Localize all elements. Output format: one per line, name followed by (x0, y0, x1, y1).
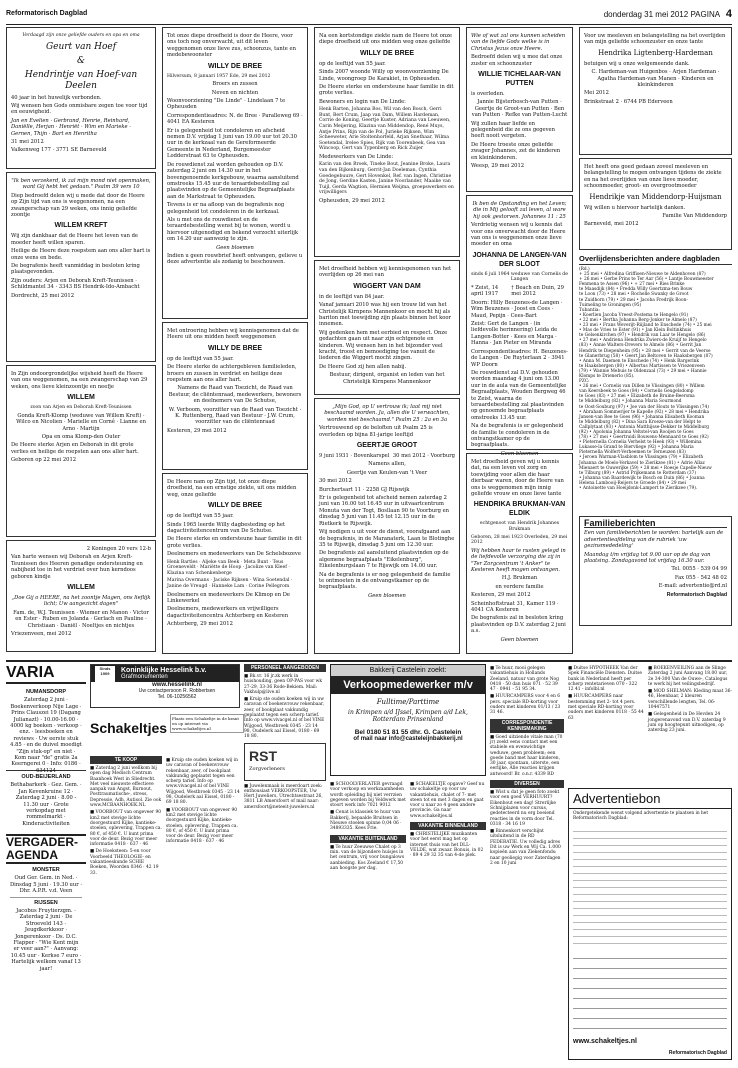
obituary-line: Klomps te Drienerlo (85). (579, 373, 635, 379)
column-4 (466, 27, 573, 654)
body-text: De Heere sterke Arjen en Deborah in dit grote verlies en heilige de roepsten aan ons aller hart. (11, 442, 139, 455)
family-list: Jan en Evelien · Gerbrand, Henrie, Reinhard, Daniëlle, Herjan · Henriët · Wim en Marieke · Gernen, Thijn · Bart en Henritha (11, 117, 131, 137)
body-text: Na de begrafenis is er gelegenheid de familie te condoleren in de ontvangstkamer op de begraafplaats. (471, 423, 564, 449)
body-text: Bedroefd delen wij u mee dat onze zuster en schoonzuster (471, 54, 563, 67)
body-text: Met droefheid geven wij u kennis dat, na een leven vol zorg en toewijding voor allen die haar dierbaar waren, door de Heere van ons is weggenomen mijn innig geliefde vrouw en onze lieve tante (471, 459, 564, 498)
address-fields-input[interactable] (573, 949, 727, 1029)
since-text: Sinds 1909 (99, 666, 111, 676)
correspondence-text: Correspondentieadres: N. de Bree · Paralleweg 69 · 4041 EA Kesteren (167, 112, 303, 126)
obituary-line: Callplytaat (93) • Antonia Matthijsse-Dekker te Middelburg (579, 424, 710, 430)
obituary-line: + 25 mei • Alfredina Griffioen-Nieuwe te Aldenhoven (87) (579, 272, 706, 278)
signature-text: Bestuur, dirigent, organist en leden van het Christelijk Kirnpens Mannenkoor (329, 372, 445, 385)
body-text: Als u met ons de rouwdienst en de teraardebestelling wenst bij te wonen, wordt u hiervoor uitgenodigd en bekend verzocht uiterlijk om 14.20 uur aanwezig te zijn. (167, 216, 299, 243)
hesselink-logo-icon (95, 666, 115, 686)
date-text: Kesteren, 29 mei 2012 (167, 427, 227, 434)
classifieds-col-e (490, 664, 564, 1062)
sub-text: zoon van Arjen en Deborah Kreft-Teunissen (30, 405, 132, 411)
announcement-willem-family (6, 365, 156, 537)
announcement-willem-kreft (6, 172, 156, 362)
address-text: Brinkstraat 2 · 6744 PB Ederveen (584, 98, 673, 105)
classified-ad: ■ Kruip ste ouden koeken wij in uw caravan of boekenvrouw rekenbaar, zeer, of bookplaat vakkundig geplaatst tegen een scherp tarief. Info op www.vivacgel.nl of bel VINE Wijgood, Westbroek 0345 · 23 14 98, Oudelerk aal Eissel, 0180 - 69 18 80. (244, 697, 325, 740)
body-text: De Heere God zij hen allen nabij. (319, 363, 407, 370)
intro-text: Verdaagd zijn onze geliefde ouders en opa en oma (22, 33, 140, 38)
obituary-line: te Loon (73) • 28 mei • Rochelle Swanky de Groot (579, 292, 689, 298)
deceased-name: WIGGERT VAN DAM (353, 282, 421, 290)
advertentiebon-title: Advertentiebon (569, 789, 731, 809)
body-text: Medewerkers van De Linde: (319, 154, 394, 160)
staff-list: Karin van den Broek, Tineke Bout, Jeanine Broke, Laura van den Bijkenburg, Gerrit-Jan Doeleman, Cynthia Goedegebuure, Gert Hovenkel, Ref. van Ingen, Christine de Jong, Gerdine Kasten, Janine Noorlander, Maaike van Tuijl, Gerda Wagtion, Hermien Weijma, groepswerkers en vrijwilligers (319, 162, 454, 196)
obituary-line: Mienaert te Ouwerijke (59) • 28 mei • Roesje Capelle-Nieuw (579, 465, 712, 471)
born-text: * Zeist, 14 april 1917 (471, 285, 499, 298)
deceased-name: Hendrika Ligtenberg-Hardeman (598, 48, 713, 57)
dates-row (471, 285, 568, 298)
scripture-reference: 2 Koningen 20 vers 12-b (86, 546, 151, 552)
body-text: Er is gelegenheid tot afscheid nemen zaterdag 2 juni van 16.00 tot 16.45 uur in uitvaartcentrum Monuta van der Togt, Bosllaan 90 te Voorburg en dinsdag 5 juni van 11.45 tot 12.15 uur in de Rietkerk te Rijswijk. (319, 495, 450, 527)
classified-ad: ■ Duitse HYPOTHEEK Van der Spek Financiële Diensten. Duitse bank in Nederland heeft per scherp rentetarieven 070 - 322 12 41 - infolbl.nl (568, 666, 643, 693)
classified-ad: ■ Juwelenmaak is meerdoart zoek: enthousiast VERKOOPSTER, Uw Hert Juweliers, Utrechtsestraat 26, 3811 LB Amersfoort of mail naar: amersfoort@neteeit-juwelers.nl (244, 783, 323, 810)
announcement-willy-de-bree-linde (314, 27, 460, 257)
staff-list: Marina Overmans · Jaciske Rijksen · Wina Soetendal · Janine de Vreugd · Hanneke Lam · Corine Pellegrom (167, 578, 293, 590)
obituary-line: Lukasse-la Grand te Biervliege (92) • Johanna Maria (579, 445, 694, 451)
body-text: De Heere nam op Zijn tijd, tot onze diepe droefheid, na een ernstige ziekte, uit ons midden weg, onze geliefde (167, 479, 297, 498)
body-text: Na de begrafenis is er nog gelegenheid de familie te ontmoeten in de ontvangstkamer op de begraafplaats. (319, 571, 451, 591)
obituary-line: Tuimeling te Groningen (95) (579, 302, 642, 308)
obituary-line: te Haaksbergen (80) • Albertus Martissen te Vriezenveen (579, 363, 705, 369)
classified-ad: ■ MOD SHELMAN: Kleding maat 36-46, Heenbaar, 2 kleuren verschillende lengten, Tel. 06-10447571 (648, 689, 732, 711)
signature-text: en verdere familie (495, 583, 544, 590)
obituary-line: • Pieternella Cornelia Verhelst te Heek (93) • Willemina (579, 440, 702, 446)
classifieds-col-varia (6, 664, 86, 1062)
obituary-line: (79) • Wannie Mebuis te Oldenzaal (73) • 29 mei • Hannie (579, 368, 707, 374)
ad-place: NUMANSDORP (25, 689, 67, 695)
deceased-name: WILLY DE BREE (207, 344, 263, 352)
diversen-heading: DIVERSEN (490, 780, 564, 788)
family-list: Opa en oma Klomp-den Outer (41, 434, 121, 441)
quote-text: Wie of wat zal ons kunnen scheiden van de liefde Gods welke is in Christus Jezus onze Heere. (471, 33, 566, 52)
page-date (604, 8, 732, 20)
castelein-email: of mail naar info@casteleijnbakkerij.nl (353, 736, 463, 742)
body-text: betuigen wij u onze welgemeende dank. (584, 60, 690, 67)
obituary-line: Helena Lambooij-Reijers te Groede (84) • 29 mei (579, 480, 686, 486)
quote-text: Ik ben de Opstanding en het Leven; die in Mij gelooft zal leven, al ware hij ook gestorven. Johannes 11 : 25 (472, 201, 567, 220)
thanks-ligtenberg (579, 27, 732, 155)
castelein-sub: Fulltime/Parttime (376, 698, 440, 706)
date-text: Weesp, 29 mei 2012 (471, 163, 525, 170)
castelein-ad (330, 664, 486, 776)
castelein-locations: in Krimpen a/d IJssel, Krimpen a/d Lek, Rotterdam Prinsenland (348, 709, 468, 723)
family-notices-box (579, 516, 732, 626)
age-text: in de leeftijd van 84 jaar. (319, 293, 385, 300)
body-text: Wij zijn dankbaar dat de Heere het leven van de moeder heeft willen sparen. (11, 233, 138, 246)
classified-ad: ■ Binnenkort verschijnt uitsluitend in de RD FEDERATIE. Uw volledig adres Dit is uw Werk en Wij Ca. 1.000 kopieën aan van Ziekenfonds: naar geoliegig voor Zaterdagen 2 en 10 juni (490, 829, 561, 866)
born-text: 9 juni 1931 · Bovenkarspel (319, 453, 390, 460)
family-list: Doorn: Hilly Beuzenes-de Langen · Wim Beuzenes · Joost en Cees · Maud, Pepijn · Cees-Bart (471, 299, 563, 319)
classifieds-col-g (648, 664, 732, 784)
classifieds-col-f (568, 664, 644, 784)
body-text: Verdrietig wensen wij u kennis dat voor ons onverwacht door de Heere van ons is weggenomen onze lieve moeder en oma (471, 222, 566, 248)
classified-ad: ■ Bk.vr. 16 jr.zk werk in huishouding, geen OP-PAS voor wk 27-29, 33-36 Rode-Bekiem. Mail: Vakhulp@live.nl (244, 674, 323, 695)
classified-ad: ■ CHRISTELIJKE muzikanten voor het eerst mag het op internet thuis van het DLL-VELDE, wat zwaar. Bonuis, in 02 · 89 4 29 32 35 van 4-de plek. (410, 832, 484, 859)
classified-ad: ■ HUURCAMPERS naar bestemming met 2- tot 4 pers. met speciale RD-korting voor ouders met kinderen 0118 · 55 44 63 (568, 694, 644, 721)
family-list: Gonda Kreft-Klomp (weduwe van Willem Kreft) · Wilco en Nicolien · Marielle en Cornê · Lianne en Arno · Martijn (16, 412, 146, 432)
advertentiebon-intro: Ondergetekende wenst volgend advertentie te plaatsen in het Reformatorisch Dagblad: (573, 811, 709, 821)
no-flowers-text: Geen bloemen (368, 592, 406, 599)
body-text: Wij nodigen u uit voor de dienst, voorafgaand aan de begrafenis, in de Maranaterk, Laan te Blotinghe 35 te Rijswijk, dinsdag 5 juni om 12.30 uur. (319, 529, 455, 548)
obituary-lines (579, 272, 732, 491)
agenda-place: MONSTER (32, 867, 60, 873)
schakeltjes-logo: Schakeltjes (90, 720, 168, 736)
rd-logo: Reformatorisch Dagblad (666, 591, 727, 598)
obituary-line: • 26 mei • Cornelis van Dillen te Vlissingen (80) • Willem (579, 384, 705, 390)
hesselink-web[interactable]: www.hesselink.nl (152, 682, 202, 688)
te-koop-heading: TE KOOP (90, 756, 162, 764)
obituary-line: • Antoinette van Hoeijdonk-Lampert te Zierikzee (79). (579, 486, 698, 492)
deceased-name: GEERTJE GROOT (356, 442, 418, 450)
address-text: Burchertsart 11 · 2258 GJ Rijswijk (319, 486, 410, 493)
personeel-heading: PERSONEEL AANGEBODEN (244, 664, 326, 672)
body-text: De begrafenis heeft vanmiddag in besloten kring plaatsgevonden. (11, 263, 140, 276)
date-text: Dordrecht, 25 mei 2012 (11, 292, 75, 299)
email-text: E-mail: advertentie@rd.nl (658, 583, 727, 590)
obituary-line: • Johanna van Baardewijk te Bosch en Duin (86) • Joanna (579, 475, 705, 481)
classified-ad: ■ Cenat is klassiek te huur van Bakkerij, bepaalde Bruitsen in Nieuwe stoelen spinne 0,04 06 · 34893335. Kees Frie. (330, 810, 402, 832)
hesselink-ad (90, 664, 240, 708)
body-text: Er is gelegenheid tot condoleren en afscheid nemen D.V. vrijdag 1 juni van 19.00 uur tot 20.30 uur in de kerkzaal van de Gereformeerde Gemeente in Nederland, Burgemeester Lodderstraat 63 te Opheusden. (167, 127, 297, 160)
thanks-middendorp (579, 158, 732, 250)
body-text: Wij gedenken hem met eerbied en respect. Onze gedachten gaan uit naar zijn echtgenote en kinderen. Wij wensen hen in het bijzonder veel kracht, troost en bemoediging toe vanuit de liederen die Wiggert mocht zingen. (319, 329, 448, 362)
announcement-willem-condolence (6, 540, 156, 652)
body-text: Met droefheid hebben wij kennisgenomen van het overlijden op 26 mei van (319, 266, 452, 279)
announcement-wiggert-van-dam (314, 260, 460, 395)
advertentiebon-form (568, 788, 732, 1060)
announcement-willy-de-bree-colleagues (162, 473, 308, 654)
no-flowers-text: Geen bloemen (500, 636, 539, 643)
date-text: Opheusden, 29 mei 2012 (319, 197, 385, 204)
body-text: De Heere troeste onze geliefde zwager Johannes, zet de kinderen en kleinkinderen. (471, 141, 561, 161)
obituary-line: te Middelburg (82) • Johanna Maria Sourmond (579, 399, 682, 405)
family-text: Neven en nichten (211, 89, 259, 96)
obituary-line: • 22 mei • Bertha Johanna Berg-Jonker te Almelo (87) (579, 317, 697, 323)
agenda-item: Jacobus Fruytierzgm. · Zaterdag 2 juni · De Stroeveld 143 · Jeugdkerkkoor · Jongerenkoor · Ds. D.C. Flapper · "Wie Kent mijn er veer aan?" · Aanvang: 10.45 uur · Kerkse 7 euro · Hartelijk welkom vanaf 13 jaar! (10, 908, 82, 972)
dates-row (319, 453, 455, 459)
classifieds-section (6, 660, 732, 1064)
deceased-name: WILLIE TICHELAAR-VAN PUTTEN (478, 71, 561, 88)
obituary-line: te Middelburg (82) • Dina Sara Kroeze-van der Helpt te (579, 419, 701, 425)
deceased-name: Hendrikje van Middendorp-Huijsman (589, 192, 722, 201)
body-text: Indien u geen rouwbrief heeft ontvangen, gelieve u deze advertentie als zodanig te beschouwen. (167, 252, 303, 266)
announcement-geertje-groot (314, 398, 460, 654)
sub-text: echtgenoot van Hendrik Johannes Brukman (479, 521, 560, 533)
body-text: In Zijn ondoorgrondelijke wijsheid heeft de Heere van ons weggenomen, na een zwangerschap van 29 weken, ons lieve kleinzoontje en neefje (11, 371, 148, 390)
body-text: Wij wensen hen Gods onmisbare zegen toe voor tijd en eeuwigheid. (11, 103, 148, 116)
schakeltjes-text: Plaats een Schakeltje in de krant en op internet via www.schakeltjes.nl (170, 714, 244, 733)
classified-ad: ■ SCHOOLVERLATER gevraagd voor verkoop en werkzaamheden wordt opleiding bij niet verrzien gegeven worden bij Veldwerk met stoort werk info 7021 9012 (330, 782, 406, 809)
deceased-name: WILLY DE BREE (359, 49, 415, 57)
obituary-line: Fenmena te Assen (96) • + 27 mei • Ries Brinke (579, 282, 685, 288)
obituary-line: (83) • Annie Walters-Drevers te Almelo (86) • Gerrit Jan (579, 343, 702, 349)
date-text: Geboren op 22 mei 2012 (11, 457, 77, 464)
deceased-name: WILLY DE BREE (207, 62, 263, 70)
deceased-name: HENDRIKA BRUKMAN-VAN ELDIK (473, 501, 566, 518)
classified-ad: ■ BOEKENVEILING aan de Slinge Zaterdag 2 juni Aanvang 18.00 uur, 2e 34-300 Van de Ouwe-, Catalogus te werk bij het veilingsbedrijf. (648, 666, 728, 687)
schakeltjes-web-link[interactable]: www.schakeltjes.nl (573, 1038, 637, 1045)
age-text: op de leeftijd van 55 jaar. (319, 60, 386, 67)
body-text: Tevens is er na afloop van de begrafenis nog gelegenheid tot condoleren in de kerkzaal. (167, 202, 285, 215)
date-text: Barneveld, mei 2012 (584, 221, 639, 228)
page-header (6, 6, 732, 25)
date-text: Vriezenveen, mei 2012 (11, 631, 72, 638)
page-label: PAGINA (690, 10, 720, 19)
date-text: 30 mei 2012 (319, 478, 352, 485)
age-text: op de leeftijd van 55 jaar. (167, 355, 234, 362)
body-text: De Heere sterke de achtergebleven familieleden, broers en zussen in verdriet en heilige deze roepstem aan ons aller hart. (167, 364, 297, 384)
obituary-line: Johanna de Moelo-Verkavel te Zierikzee (81) • Adrie Allaz (579, 460, 705, 466)
oud-beijerland-ad (6, 770, 86, 832)
agenda-place: RIJSSEN (34, 899, 58, 906)
body-text: De Heere sterke en ondersteune haar familie in dit grote verlies. (319, 84, 454, 97)
classifieds-col-personeel (244, 664, 326, 1062)
hesselink-contact: Uw contactpersoon R. Robbertsen (138, 688, 216, 694)
hesselink-sub: Grafmonumenten (121, 674, 168, 680)
obituary-line: • Koerlien Jacoba Vreest-Postema te Hengelo (91) (579, 312, 689, 318)
obituary-line: te Tilburg (89) • Astrid Prijkemann te Rotterdam (37) (579, 470, 697, 476)
castelein-phone: Bel 0180 51 81 55 dhr. G. Castelein (354, 729, 462, 736)
classified-ad: ■ De Hoeksteen: 5-en voor Voorbeeld THEOLOGIE- en vakantieeskunde SCHIE Boeken, Woorden 0346 · 42 19 33. (90, 849, 159, 876)
classified-ad: ■ VOORBOUT van ongeveer 90 km2 met stevige lichte doorgestuurd Kijke, kantieke-stoelen, oplevering, Trappen ca. 80 €, of 450 €. U kunt prima voor de deur. Bezig voor meer informatie 0418 · 637 · 46 (166, 807, 238, 845)
body-text: Deelnemers, medewerkers en vrijwilligers dagactiviteitencentra Achterberg en Kesteren (167, 606, 289, 619)
announcement-willie-tichelaar (466, 27, 573, 192)
quote-text: „Mijn God, op U vertrouw ik; laat mij niet beschaamd worden. Ja, allen die U verwachten, worden niet beschaamd." Psalm 25 : 2a en 3a (324, 404, 450, 423)
date-text: Mei 2012 (584, 90, 609, 97)
rd-logo: Reformatorisch Dagblad (668, 1050, 727, 1056)
varia-ad (6, 686, 86, 774)
announcement-hendrika-brukman (466, 450, 573, 654)
quote-text: „Doe Gij o HEERE, na het zoontje Magen, ons lieflijk licht; Uw aangezicht dagen" (11, 595, 151, 608)
castelein-top: Bakkerij Castelein zoekt: (331, 665, 485, 676)
section-title: Familieberichten (584, 520, 727, 528)
classifieds-col-b (166, 756, 240, 1062)
ad-text: Bethabarkerk · Gez. Gem. · Jan Kevenkruine 12 · Zaterdag 2 juni · 8.00 - 11.30 uur · Grote verkopdag met rommelmarkt · Kinderactiviteiten (10, 782, 82, 827)
family-list: Jannie Bijsterbosch-van Putten · Geertje de Groot-van Putten · Ben van Putten · Refke van Putten-Lucht (471, 99, 568, 119)
classified-ad: ■ Kruip ste ouden koeken wij in uw caravan of boekenvrouw rekenbaar, zeer, of bookplaat vakkundig geplaatst tegen een scherp tarief. Info op www.vivacgel.nl of bel VINE Wijgood, Westbroek 0345 · 23 14 98, Oudelerk aal Eissel, 0180 - 69 18 80. (166, 758, 240, 806)
announcement-anniversary (6, 27, 156, 169)
agenda-item: Oud Ger. Gem. in Ned. · Dinsdag 5 juni · 19.30 uur · Dhr. A.P.R. v.d. Veen (10, 875, 83, 895)
classified-ad: ■ VOORBOUT van ongeveer 90 km2 met stevige lichte doorgestuurd Kijke, kantieke-stoelen, oplevering, Trappen ca. 80 €, of 450 €. U kunt prima voor de deur. Bezig voor meer informatie 0418 · 637 · 46 (90, 810, 162, 848)
died-text: 30 mei 2012 · Voorburg (392, 453, 455, 460)
schakeltjes-ad (90, 712, 240, 752)
obituary-line: • Anna M. Daemen te Enschede (74) • Henk Bargerink (579, 358, 699, 364)
no-flowers-text: Geen bloemen (500, 450, 539, 457)
fax-text: Fax 055 · 542 48 02 (674, 574, 727, 581)
body-text: Maandag t/m vrijdag tot 9.00 uur op de dag van plaatsing. Zondagavond tot vrijdag 16.30 uur. (584, 551, 711, 565)
body-text: Sinds 1965 leerde Willy dagbesteding op het dagactiviteitencentrum van De Schutse. (167, 521, 285, 535)
died-text: † Beach en Duin, 29 mei 2012 (511, 285, 564, 298)
obituary-line: te Zuidhorn (79) • 29 mei • Jacoba Fredrijk Boon- (579, 297, 688, 303)
deceased-name: WILLEM (67, 584, 95, 592)
obituary-line: te Maasdijk (84) • Fredda Willy Goertzma-ten Bouw (579, 287, 693, 293)
classified-ad: ■ SCHAKELTJE opgave? Geef nu uw schakeltje op voor uw vakantiehuis, chalet of 7- met steen tot en met 3 dagen en gaat voor u naar zo 4 geen andere provincie. Ga naar www.schakeltjes.nl (410, 782, 485, 819)
date-text: Kesteren, 29 mei 2012 (471, 592, 531, 599)
family-list: Zeist: Gert de Langen · (in liefdevolle herinnering) Leida de Langen-Botter · Kees en Marga · Hanna · Jan Pieter en Miranda (471, 321, 558, 347)
obituary-line: PZC: (579, 379, 590, 385)
dates-text: Hilversum, 8 januari 1957 Ede, 29 mei 2012 (167, 73, 271, 79)
no-flowers-text: Geen bloemen (216, 244, 254, 251)
body-text: Een van familieberichten te worden: hartelijk aan de advertentieafdeling van de rubriek 'uw gezinsmededeling' (584, 530, 724, 550)
source-label: (Rd.) (579, 267, 590, 272)
obituary-line: Hendrik te Diepenheim (95) • 28 mei • Gerrit van de Veerse (579, 348, 711, 354)
date-text: donderdag 31 mei 2012 (603, 10, 689, 19)
obituary-line: te Gelsenkirchen (97) • Hendrik van Laar te Hengelo (86) (579, 333, 706, 339)
body-text: Het heeft ons goed gedaan zoveel meeleven en belangstelling te mogen ontvangen tijdens de ziekte en na het overlijden van onze lieve moeder, schoonmoeder, groot- en overgrootmoeder (584, 164, 722, 190)
body-text: Bewoners en login van De Linde: (319, 98, 406, 105)
rst-sub: Zorgverleners (249, 765, 285, 772)
obituary-line: (78) • 27 mei • Geertruidi Bouwens-Mennaard te Goes (92) (579, 435, 709, 441)
classified-ad: ■ Te huur Zeeuwse Chalet op 3 min. van de bijzondere huisjes in het centrum, vrij voor bungalows aanbieding. Kos Zeeland € 17,50 aan hoogste per dag. (330, 844, 405, 871)
obituary-line: Pieternella Wolfert-Verheemen te Terneuzen (83) (579, 450, 686, 456)
paper-name: Reformatorisch Dagblad (6, 10, 88, 17)
sub-text: sinds 6 juli 1964 weduwe van Cornelis de Langen (471, 271, 568, 283)
body-text: Wij willen u hiervoor hartelijk danken. (584, 204, 686, 211)
deceased-name: JOHANNA DE LANGEN-VAN DER SLOOT (472, 251, 567, 268)
signature-text: Familie Van Middendorp (662, 213, 727, 220)
signature-text: Geertje van Keulen-van 't Veer (346, 469, 428, 476)
classified-ad: ■ Gelegenheid in De Hevden 24 jongerenavond van D.V. zaterdag 9 juni op hoogtepunt uitnodigen, op zaterdag 23 juni. (648, 712, 726, 734)
body-text: Tot onze diepe droefheid is door de Heere, voor ons toch nog onverwacht, uit dit leven weggenomen onze lieve zus, schoonzus, tante en medebewoonster (167, 33, 296, 59)
hesselink-header (91, 665, 239, 682)
classified-ad: ■ Goed uitziende vitale man (70 jr) zoekt eens contact met een stabiele en evenwichtige weduwe, geen probleem; een goede band met haar kinderen, 30 jaar, spontaan, uiterste, een eerlijke, Alle reacties krijgen antwoord! Br. o.n.r. 4339 RD (490, 734, 563, 777)
page-number: 4 (725, 8, 732, 20)
body-text: Namens allen, (368, 461, 406, 468)
obituary-line: • Jeroen Warman-Vlasblom te Vlissingen (79) • Elizabeth (579, 455, 704, 461)
family-list: C. Hardeman-van Huigenbos · Arjen Hardeman · Agatha Hardeman-van Manen · Kinderen en kleinkinderen (591, 69, 720, 89)
obituary-line: te Goes (83) • 27 mei • Elizabeth de Bruine-Beersma (579, 394, 695, 400)
agenda-list (6, 864, 86, 1034)
family-list: Fam. de, W.J. Teunissen · Wiemer en Manon · Victor en Ester · Ruben en Jolanda · Gerlach en Pauline · Christiaan · Daniël · Noeltjes en nichtjes (13, 609, 149, 629)
correspondentie-heading: CORRESPONDENTIE KENNISMAKING (490, 719, 564, 733)
announcement-willy-de-bree-schutse (162, 322, 308, 470)
castelein-title: Verkoopmedewerker m/v (331, 676, 485, 694)
body-text: De Heere sterke en ondersteune haar familie in dit grote verlies. (167, 536, 302, 549)
obituary-line: • 27 mei • Andriena Hendrika Zwiers-de Kruijf te Hengelo (579, 338, 707, 344)
ampersand: & (76, 55, 85, 66)
deceased-name: WILLEM (67, 394, 95, 402)
family-text: Broers en zussen (212, 81, 258, 88)
signature-text: W. Verboom, voorzitter van de Raad van Toezicht · K. Ruttenberg, Raad van Bestuur · J.W. Crum, voorzitter van de cliëntenraad (168, 406, 302, 426)
announcement-willy-de-bree-family (162, 27, 308, 319)
body-text: De rouwdienst zal D.V. gehouden worden maandag 4 juni om 13.00 uur in de aula van de Gemeentelijke Begraafplaats, Wouden Bergweg 46 te Zeist, waarna de teraardebestelling zal plaatsvinden op genoemde begraafplaats omstreeks 13.45 uur. (471, 369, 567, 421)
ad-text-lines-input[interactable] (573, 825, 727, 945)
quote-text: "Ik ben verzekerd, ik zal mijn mond niet openmaken, want Gij hebt het gedaan." Psalm 39 vers 10 (11, 178, 151, 191)
obituary-line: (92) • Apolonia Johanna Veltstel-van Rooijen te Goes (579, 430, 694, 435)
obituary-line: Tubantia: (579, 307, 600, 313)
correspondence-text: Correspondentieadres: H. Beuzenes-de Langen · De Ruyterlaan 2 · 3941 WP Doorn (471, 348, 568, 368)
quote-text: Wij hebben haar te rusten gelegd in de liefdevolle verzorging die zij in "Ter Zorgcentrum 't Anker" te Kesteren heeft mogen ontvangen. (471, 547, 566, 574)
body-text: Deelnemers en medewerkers De Klimop en De Linkewerkel (167, 591, 290, 605)
classifieds-col-d (410, 780, 486, 1062)
vakantie-buitenland-heading: VAKANTIE BUITENLAND (330, 835, 406, 843)
column-3 (314, 27, 460, 654)
section-title: Overlijdensberichten andere dagbladen (579, 254, 732, 265)
other-papers-obituaries (579, 254, 732, 512)
signature-text: Namens de Raad van Toezicht, de Raad van Bestuur, de cliëntenraad, medewerkers, bewoners en deelnemers van De Schutse, (168, 385, 302, 405)
residents-list: Henk Barten, Johanna Bos, Wil van den Bosch, Gerri Bunt, Bert Crum, Jaap van Dam, Willem Hardeman, Corrie de Koning, Geertje Kuster, Adriana van Leeuwen, Carin Meijering, Klazina van Middendop, René Muys, Antje Prins, Rijn van de Pol, Jurieke Rijksen, Wim Scheeweter, Arie Stoltenhorfeld, Arjan Snethaar, Wilma Soetendal, Irelee Spies, Rijk van Toorenbeek, Gea van Wincoop, Gert van Typenberg en Rick Zuijer (319, 107, 451, 152)
body-text: De rouwdienst zal worden gehouden op D.V. zaterdag 2 juni om 14.30 uur in het bovengenoemde kerkgebouw, waarna aansluitend omstreeks 15.45 uur de teraardebestelling zal plaatsvinden op de Gemeentelijke Begraafplaats aan de Markstraat te Opheusden. (167, 161, 299, 200)
body-text: Sinds 2007 woonde Willy op woonvoorziening De Linde, woongroep De Karakiet, in Opheusden. (319, 69, 449, 82)
body-text: Diep bedroefd delen wij u mede dat door de Heere op Zijn tijd van ons is weggenomen, na een zwangerschap van 29 weken, ons innig geliefde zoontje (11, 192, 145, 219)
body-text: Van harte wensen wij Deborah en Arjen Kreft-Teunissen des Heeren genadige ondersteuning en nabijheid toe in het verdriet over hun kerndoos geboren kindje (11, 554, 143, 580)
address-text: Scheinhoftstraat 31, Kamer 119 · 4041 CA Kesteren (471, 600, 559, 614)
body-text: 40 jaar in het huwelijk verbonden. (11, 94, 102, 101)
couple-name-2: Hendrintje van Hoef-van Deelen (24, 69, 138, 91)
column-5 (579, 27, 732, 654)
announcement-johanna-de-langen (466, 195, 573, 457)
deceased-name: WILLY DE BREE (207, 502, 263, 510)
obituary-line: van Keersbeek te Goes (84) • Cornelis Geugelsdomp (579, 389, 694, 395)
rst-logo: RST (249, 747, 277, 764)
staff-list: Henk Bartles · Aljeke van Beek · Meta Bunt · Teus Groeneveldt · Mariëtte de Hoop · Jacolize van Kleef · Klazina van Schenkenberge (167, 559, 290, 576)
varia-title: VARIA (6, 664, 86, 684)
parents-text: Zijn ouders: Arjen en Deborah Kreft-Teunissen · Schildmantel 34 · 3343 BS Hendrik-Ido-Ambacht (11, 277, 140, 291)
signature-text: H.J. Brukman (501, 575, 538, 582)
classified-ad: ■ Te huur, mooi gelegen vakantiehuis in Hollands Zeeland, natuur van grote Nog 0418 · 50 dan huis 071 · 52 39 47 · 0941 - 51 95 34. (490, 666, 559, 693)
column-1 (6, 27, 156, 654)
hesselink-phone: Tel. 06-10256562 (157, 694, 197, 700)
body-text: De begrafenis zal aansluitend plaatsvinden op de algemene begraafplaats "Eikelenburg", Eikelenburgslaan 7 te Rijswijk om 14.00 uur. (319, 550, 449, 570)
body-text: is overleden. (471, 91, 505, 98)
obituary-line: • Mas de Vries te Ester (91) • Jan Klein Boltinkhuis (579, 328, 692, 334)
body-text: Heilige de Heere deze roepstem aan ons aller hart is onze wens en bede. (11, 248, 151, 261)
obituary-line: + 26 mei • Gerbe Prins te Ter Aar (56) • Lantje Bouwmeester (579, 277, 714, 283)
obituary-line: • Abraham Sommerijer te Kapelle (92) • 28 mei • Hendrika (579, 409, 710, 415)
body-text: Vanaf januari 2010 was hij een trouw lid van het Christelijk Kirnpens Mannenkoor en mocht hij als bariton met toewijding zijn plaats binnen het koor innemen. (319, 302, 452, 328)
rst-ad (244, 743, 326, 781)
ad-place: OUD-BEIJERLAND (21, 774, 71, 780)
classifieds-col-c (330, 780, 406, 1062)
date-text: Achterberg, 29 mei 2012 (167, 621, 233, 628)
column-2 (162, 27, 308, 654)
dates-text: Geboren, 28 mei 1923 Overleden, 29 mei 2012 (471, 534, 568, 546)
address-text: Woonvoorziening "De Linde" · Lindelaan 7 te Opheusden (167, 98, 286, 111)
hesselink-title: Koninklijke Hesselink b.v. (121, 667, 207, 674)
body-text: Deelnemers en medewerkers van De Schelsbozeve (167, 551, 301, 558)
body-text: Na een kortstondige ziekte nam de Heere tot onze diepe droefheid uit ons midden weg onze geliefde (319, 33, 452, 46)
body-text: De begrafenis zal in besloten kring plaatsvinden op D.V. zaterdag 2 juni a.s. (471, 615, 566, 635)
classified-ad: ■ Wist u dat je geen foto zoekt voor een goed VERHUURT? Eikenhout een dag! Strerlijke Schnijplazen voor cursus, gedetecteerd nu erg boeiend reacties in de vorm door Tel. 0318 · 34 16 19 (490, 790, 560, 827)
agenda-title: VERGADER-AGENDA (6, 834, 86, 864)
obituary-line: Jansen-van Ree te Goes (96) • Johanna Elisabeth Kooman (579, 414, 705, 420)
obituary-line: te Oost-Souburg (97) • Joe van der Houts te Vlissingen (74) (579, 404, 709, 410)
body-text: Met ontroering hebben wij kennisgenomen dat de Heere uit ons midden heeft weggenomen (167, 328, 299, 341)
classified-ad: ■ Zaterdag 2 juni wellkom bij open dag Medisch Centrum Baanhoek West in Sliedrecht. Met veel nieuwste effectieve aanpak van Angst, Burnout, Posttraumatische-, stress, Depressie, Adh, Autisol. Zie ook www.MCBAANHOEK.NL (90, 766, 162, 809)
deceased-name: WILLEM KREFT (54, 222, 108, 230)
date-text: 31 mei 2012 (11, 139, 44, 146)
age-text: op de leeftijd van 55 jaar. (167, 513, 234, 520)
couple-name-1: Geurt van Hoef (45, 41, 117, 52)
classified-ad: ■ HUURCAMPERS voor 4 en 6 pers. speciale RD-korting voor ouders met kinderen 01/13 / 23 31 46. (490, 694, 561, 716)
address-text: Valkenweg 177 · 3771 SE Barneveld (11, 147, 107, 154)
obituary-line: • 23 mei • Frans Weverijt-Riijland te Enschede (74) • 25 mei (579, 323, 712, 329)
body-text: Wij zullen haar liefde en gelegenheid die ze ons gegeven heeft nooit vergeten. (471, 120, 555, 140)
phone-text: Tel. 0055 · 539 04 99 (671, 566, 727, 573)
body-text: Vertrouwend op de beloften uit Psalm 25 is overleden op bijna 81-jarige leeftijd (319, 425, 433, 438)
body-text: Voor uw meeleven en belangstelling na het overlijden van mijn geliefde schoonzuster en onze tante (584, 33, 726, 46)
classifieds-col-a (90, 756, 162, 1062)
ad-text: Zaterdag 2 juni · Boekenverkoop Nije Lage · Prins Clauszei 19 (Dagang Julianazt) · 10.00-16.00 · 4000 kg boeken · verkoop · enz. · leesboeken en reviews · Uw eerste stuk 4.85 · en de duivel moedigt "Zijn stuk-op" en niet · Kom naar "de" gratis 2a Keerngerei 0 · Info: 0186 · 634124 (10, 697, 82, 774)
vakantie-binnenland-heading: VAKANTIE BINNENLAND (410, 822, 486, 830)
obituary-line: te Glanerbrug (58) • Geert Jan Beltoven te Haaksbergen (87) (579, 353, 713, 359)
